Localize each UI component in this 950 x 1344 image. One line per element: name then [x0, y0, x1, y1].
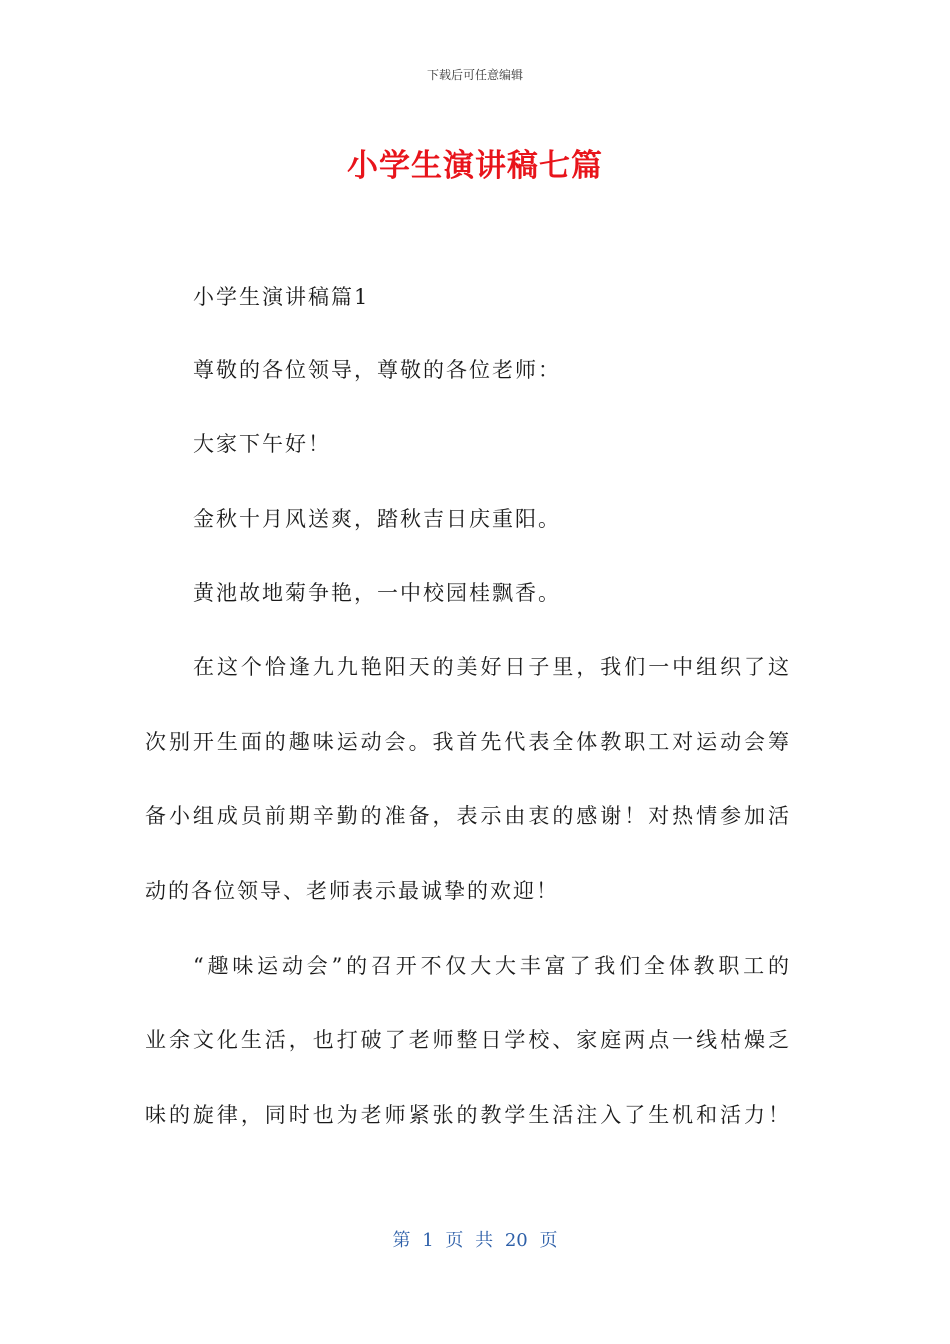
paragraph-line: 次别开生面的趣味运动会。我首先代表全体教职工对运动会筹 [145, 730, 789, 754]
paragraph-line: 味的旋律，同时也为老师紧张的教学生活注入了生机和活力！ [145, 1103, 789, 1127]
header-note: 下载后可任意编辑 [426, 68, 523, 82]
paragraph-line: “趣味运动会”的召开不仅大大丰富了我们全体教职工的 [193, 954, 789, 978]
paragraph-line: 尊敬的各位领导，尊敬的各位老师： [193, 358, 561, 382]
paragraph-line: 动的各位领导、老师表示最诚挚的欢迎！ [145, 879, 559, 903]
document-title: 小学生演讲稿七篇 [347, 148, 603, 184]
paragraph-line: 在这个恰逢九九艳阳天的美好日子里，我们一中组织了这 [193, 655, 789, 679]
paragraph-line: 黄池故地菊争艳，一中校园桂飘香。 [193, 581, 561, 605]
paragraph-line: 业余文化生活，也打破了老师整日学校、家庭两点一线枯燥乏 [145, 1028, 789, 1052]
section-heading: 小学生演讲稿篇1 [193, 285, 370, 309]
page-indicator: 第 1 页 共 20 页 [392, 1230, 558, 1251]
paragraph-line: 备小组成员前期辛勤的准备，表示由衷的感谢！对热情参加活 [145, 804, 789, 828]
paragraph-line: 金秋十月风送爽，踏秋吉日庆重阳。 [193, 507, 561, 531]
paragraph-line: 大家下午好！ [193, 432, 331, 456]
